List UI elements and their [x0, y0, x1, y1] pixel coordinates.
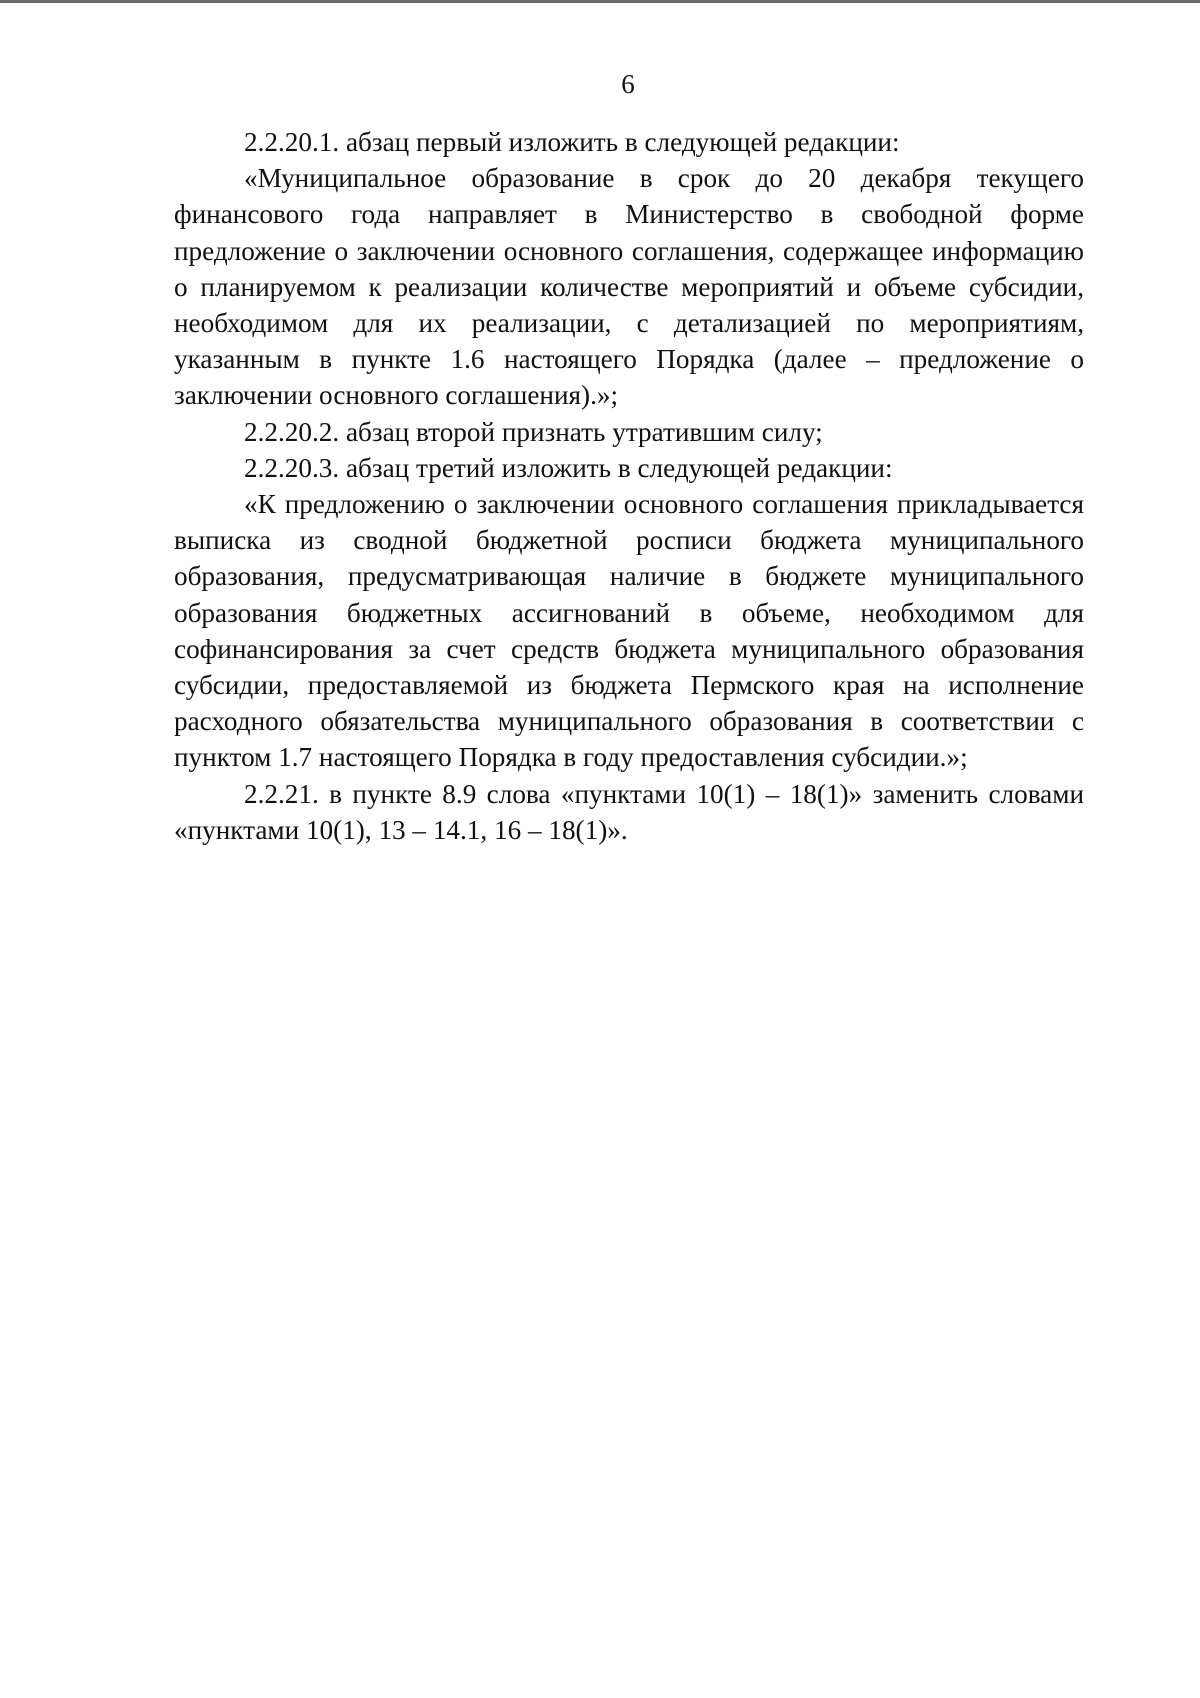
paragraph-2-2-20-1: 2.2.20.1. абзац первый изложить в следующей редакции: — [244, 127, 900, 157]
paragraph-quote-third: «К предложению о заключении основного соглашения прикладывается выписка из сводной бюджетной росписи бюджета муниципального образования, предусматривающая наличие в бюджете муниципального образования бюджетных ассигнований в объеме, необходимом для софинансирования за счет средств бюджета муниципального образования субсидии, предоставляемой из бюджета Пермского края на исполнение расходного обязательства муниципального образования в соответствии с пунктом 1.7 настоящего Порядка в году предоставления субсидии.»; — [174, 489, 1084, 773]
paragraph-quote-first: «Муниципальное образование в срок до 20 декабря текущего финансового года направляет в Министерство в свободной форме предложение о заключении основного соглашения, содержащее информацию о планируемом к реализации количестве мероприятий и объеме субсидии, необходимом для их реализации, с детализацией по мероприятиям, указанным в пункте 1.6 настоящего Порядка (далее – предложение о заключении основного соглашения).»; — [174, 163, 1084, 411]
page-top-border — [0, 0, 1200, 3]
paragraph-2-2-21: 2.2.21. в пункте 8.9 слова «пунктами 10(1) – 18(1)» заменить словами «пунктами 10(1), 13 – 14.1, 16 – 18(1)». — [174, 778, 1084, 845]
paragraph-2-2-20-2: 2.2.20.2. абзац второй признать утратившим силу; — [244, 416, 823, 447]
page-number: 6 — [621, 69, 635, 99]
paragraph-2-2-20-3: 2.2.20.3. абзац третий изложить в следующей редакции: — [244, 452, 893, 483]
document-body — [174, 124, 1084, 848]
